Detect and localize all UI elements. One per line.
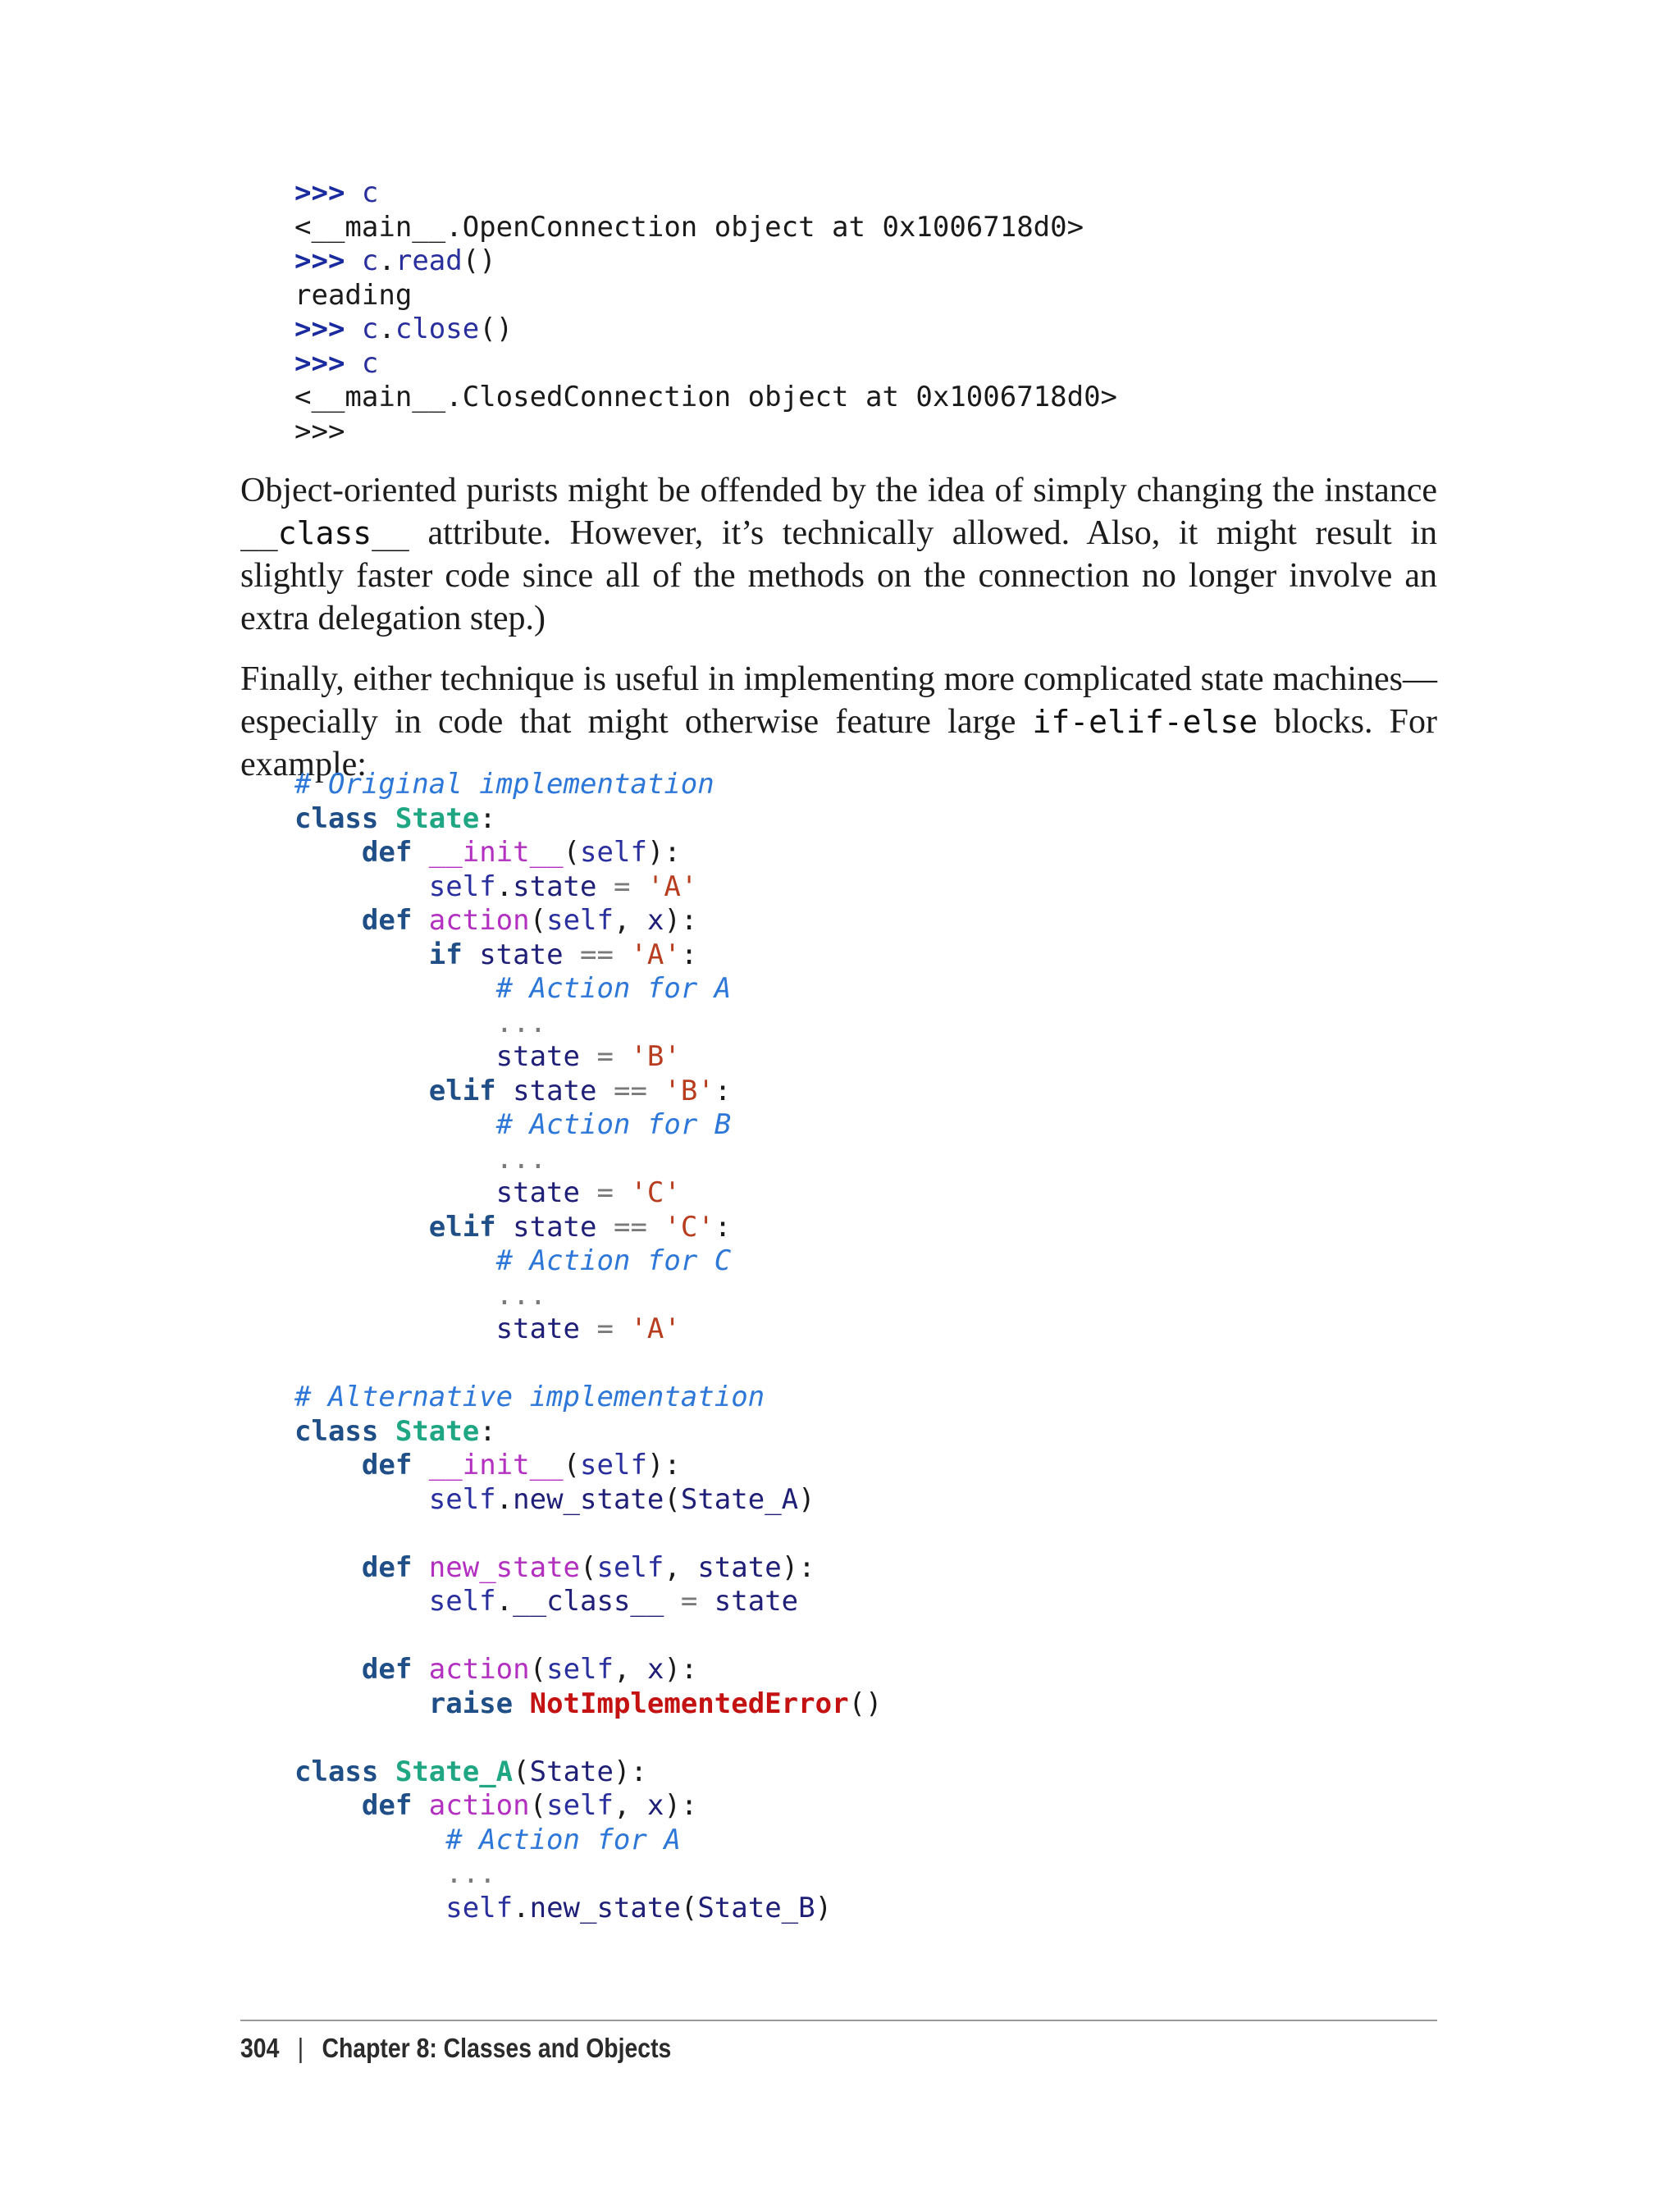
code-token: def [361, 1550, 413, 1584]
code-token [294, 1551, 362, 1584]
code-token [496, 1211, 513, 1244]
code-token: : [479, 1414, 496, 1448]
code-line [294, 1857, 883, 1892]
code-token [294, 1824, 445, 1856]
code-token: def [361, 904, 413, 937]
code-token: x [646, 904, 664, 937]
page-footer [240, 2028, 671, 2069]
code-token [294, 1312, 496, 1345]
code-token [294, 1892, 445, 1924]
code-token [378, 802, 395, 835]
code-token: NotImplementedError [529, 1687, 849, 1720]
code-token [412, 1551, 428, 1584]
code-token [294, 1483, 429, 1516]
code-token [294, 1143, 496, 1176]
code-token: >>> [294, 346, 362, 380]
code-token: c [361, 244, 379, 277]
code-token: ): [646, 836, 681, 869]
code-token [412, 836, 428, 869]
code-token: . [513, 1891, 530, 1924]
code-token: action [428, 1789, 530, 1822]
code-token [294, 938, 429, 971]
code-line [294, 768, 883, 802]
code-token: ( [529, 1789, 547, 1822]
code-token: self [428, 1585, 496, 1618]
code-line [294, 1381, 883, 1415]
code-token: 'B' [630, 1040, 681, 1073]
code-line [294, 1108, 883, 1143]
code-token: if [428, 938, 463, 971]
code-token: ): [613, 1755, 647, 1788]
code-token: , [614, 1789, 647, 1822]
code-line [294, 802, 883, 837]
code-token: self [428, 1482, 496, 1516]
code-line [294, 1312, 883, 1347]
code-token: state [495, 1040, 580, 1073]
code-line [294, 1347, 883, 1381]
code-token: close [395, 313, 480, 345]
code-token: : [714, 1210, 732, 1244]
code-token: 'A' [630, 938, 681, 971]
code-token: state [513, 1074, 597, 1107]
code-token: , [614, 904, 647, 937]
code-token [513, 1687, 529, 1720]
code-token: class [294, 801, 379, 835]
code-token: elif [428, 1074, 496, 1107]
code-line [294, 1244, 883, 1279]
code-token: ... [445, 1857, 496, 1890]
code-line [294, 904, 883, 938]
code-token: state [495, 1176, 580, 1209]
code-token [294, 870, 429, 903]
code-token: ( [580, 1550, 597, 1584]
code-token: . [378, 244, 395, 277]
code-token: elif [428, 1210, 496, 1244]
paragraph-class-attribute [240, 469, 1437, 640]
code-token: ): [781, 1550, 815, 1584]
code-token: action [428, 904, 530, 937]
code-token: = [580, 1312, 631, 1345]
code-token: # Action for A [495, 972, 732, 1005]
code-token: , [664, 1550, 698, 1584]
code-token: >>> [294, 176, 362, 209]
code-token: ... [495, 1142, 547, 1176]
code-token: state [714, 1585, 799, 1618]
paragraph-text: attribute. However, it’s technically allowed. Also, it might result in slightly faster code since all of the methods on the connection no longer involve an extra delegation step.) [240, 514, 1437, 637]
code-line [294, 1176, 883, 1211]
code-block-state-machine [294, 768, 883, 1925]
code-token: State_A [395, 1755, 514, 1788]
code-token: x [646, 1653, 664, 1686]
code-token: state [479, 938, 564, 971]
code-token: 'C' [630, 1176, 681, 1209]
code-line [294, 1755, 883, 1790]
code-token: state [697, 1550, 782, 1584]
paragraph-text: Object-oriented purists might be offended by the idea of simply changing the instance [240, 472, 1437, 509]
code-token: def [361, 1789, 413, 1822]
code-token: ): [646, 1449, 681, 1481]
footer-divider [240, 2020, 1437, 2021]
code-token [294, 972, 496, 1005]
code-token: = [580, 1040, 631, 1073]
code-token [294, 1279, 496, 1312]
code-token: >>> [294, 244, 362, 277]
code-token: == [563, 938, 631, 971]
code-token [294, 1449, 362, 1481]
code-token: : [714, 1074, 732, 1107]
code-line [294, 836, 883, 870]
code-line [294, 972, 883, 1007]
code-line [294, 244, 1117, 279]
page-number: 304 [240, 2033, 280, 2063]
code-token [412, 1789, 428, 1822]
code-token [294, 1075, 429, 1107]
code-token: 'B' [664, 1074, 714, 1107]
code-token: : [680, 938, 698, 971]
code-token [378, 1415, 395, 1448]
code-token: c [361, 176, 379, 209]
code-token: State [395, 801, 480, 835]
code-token: <__main__.ClosedConnection object at 0x1006718d0> [294, 381, 1118, 413]
code-token [294, 1040, 496, 1073]
chapter-title: Chapter 8: Classes and Objects [322, 2033, 672, 2063]
code-token: # Original implementation [294, 768, 714, 801]
paragraph-text: Finally, either technique is useful in implementing more complicated state machines—especially in code that might otherwise feature large [240, 660, 1437, 741]
code-token: 'C' [664, 1210, 714, 1244]
code-line [294, 1824, 883, 1858]
code-token: . [495, 870, 514, 903]
code-token: # Action for A [445, 1823, 681, 1856]
code-token: __init__ [428, 1449, 564, 1481]
code-token: self [428, 870, 496, 903]
code-token: state [495, 1312, 580, 1345]
code-token: = [664, 1585, 714, 1618]
code-token: ( [664, 1482, 681, 1516]
code-token: def [361, 1653, 413, 1686]
code-line [294, 1279, 883, 1313]
code-token: state [513, 870, 597, 903]
code-line [294, 1517, 883, 1551]
code-token: x [646, 1789, 664, 1822]
code-token: self [580, 836, 647, 869]
code-token: ( [563, 1449, 581, 1481]
code-token: ): [664, 1653, 698, 1686]
code-line [294, 313, 1117, 347]
code-token: raise [428, 1687, 514, 1720]
paragraph-text: blocks. For example: [240, 703, 1438, 783]
code-line [294, 1075, 883, 1109]
code-token: self [546, 1653, 614, 1686]
code-token: ( [513, 1755, 530, 1788]
code-token [412, 1449, 428, 1481]
code-line [294, 1721, 883, 1755]
code-token: read [395, 244, 463, 277]
footer-separator: | [297, 2033, 304, 2063]
code-token: class [294, 1755, 379, 1788]
code-line [294, 1483, 883, 1518]
code-line [294, 1687, 883, 1722]
code-token: reading [294, 278, 413, 312]
code-token: ( [563, 836, 581, 869]
code-line [294, 1619, 883, 1654]
code-token: ( [529, 1653, 547, 1686]
code-line [294, 1143, 883, 1177]
code-line [294, 1551, 883, 1586]
code-token: # Alternative implementation [294, 1381, 765, 1413]
code-token: state [513, 1210, 597, 1244]
code-line [294, 938, 883, 973]
code-token: ): [664, 904, 698, 937]
code-token: self [596, 1550, 664, 1584]
code-token: __class__ [513, 1585, 664, 1618]
code-token: : [479, 801, 496, 835]
code-token: # Action for C [495, 1244, 732, 1277]
code-token: = [596, 870, 647, 903]
code-line [294, 176, 1117, 211]
code-token: action [428, 1653, 530, 1686]
code-token [294, 1857, 445, 1890]
code-block-repl [294, 176, 1117, 449]
code-token: State [395, 1414, 480, 1448]
code-line [294, 381, 1117, 415]
code-token [294, 836, 362, 869]
inline-code: if-elif-else [1032, 704, 1258, 740]
code-token: , [614, 1653, 647, 1686]
code-line [294, 415, 1117, 450]
code-token [412, 1653, 428, 1686]
code-token: () [848, 1687, 883, 1720]
code-token: ... [495, 1006, 547, 1039]
code-token: State_B [697, 1891, 815, 1924]
code-line [294, 1007, 883, 1041]
code-token [294, 1653, 362, 1686]
code-token [294, 1007, 496, 1039]
code-line [294, 1211, 883, 1245]
code-token: ( [529, 904, 547, 937]
code-token: . [495, 1482, 514, 1516]
code-token: = [580, 1176, 631, 1209]
code-token: ) [815, 1891, 833, 1924]
code-token: () [479, 313, 514, 345]
inline-code: __class__ [240, 515, 409, 551]
code-line [294, 1449, 883, 1483]
code-line [294, 279, 1117, 313]
code-token: 'A' [646, 870, 698, 903]
code-token: class [294, 1414, 379, 1448]
code-line [294, 1415, 883, 1449]
code-token [378, 1755, 395, 1788]
code-token: ) [798, 1482, 815, 1516]
code-token [496, 1075, 513, 1107]
code-token [294, 1176, 496, 1209]
code-line [294, 870, 883, 905]
code-token [294, 1687, 429, 1720]
code-token: new_state [513, 1482, 664, 1516]
code-token: ( [680, 1891, 698, 1924]
code-token: == [596, 1210, 664, 1244]
code-token: # Action for B [495, 1108, 732, 1141]
code-token [294, 1244, 496, 1277]
code-token: c [361, 346, 379, 380]
code-token [412, 904, 428, 937]
code-token: def [361, 836, 413, 869]
code-line [294, 347, 1117, 381]
code-line [294, 1040, 883, 1075]
code-token: >>> [294, 313, 362, 345]
code-token [294, 1108, 496, 1141]
code-token [463, 938, 479, 971]
code-token [294, 1789, 362, 1822]
code-token: == [596, 1074, 664, 1107]
code-token [294, 1585, 429, 1618]
code-token: new_state [428, 1550, 581, 1584]
code-token: State [529, 1755, 614, 1788]
code-token: __init__ [428, 836, 564, 869]
code-token [294, 904, 362, 937]
code-token: new_state [529, 1891, 681, 1924]
code-token: 'A' [630, 1312, 681, 1345]
code-token: ): [664, 1789, 698, 1822]
code-line [294, 1585, 883, 1619]
code-token: self [546, 904, 614, 937]
code-token: <__main__.OpenConnection object at 0x1006718d0> [294, 210, 1084, 244]
code-token: >>> [294, 414, 345, 448]
code-line [294, 1892, 883, 1926]
code-line [294, 1789, 883, 1824]
code-token: self [580, 1449, 647, 1481]
code-token: def [361, 1449, 413, 1481]
code-token: self [546, 1789, 614, 1822]
code-token [294, 1211, 429, 1244]
code-line [294, 211, 1117, 245]
code-token: . [495, 1585, 514, 1618]
code-token: c [361, 313, 379, 345]
paragraph-state-machines [240, 658, 1437, 786]
code-token: () [462, 244, 496, 277]
code-token: State_A [680, 1482, 799, 1516]
code-token: . [378, 313, 395, 345]
code-line [294, 1653, 883, 1687]
code-token: ... [495, 1278, 547, 1312]
code-token: self [445, 1891, 514, 1924]
